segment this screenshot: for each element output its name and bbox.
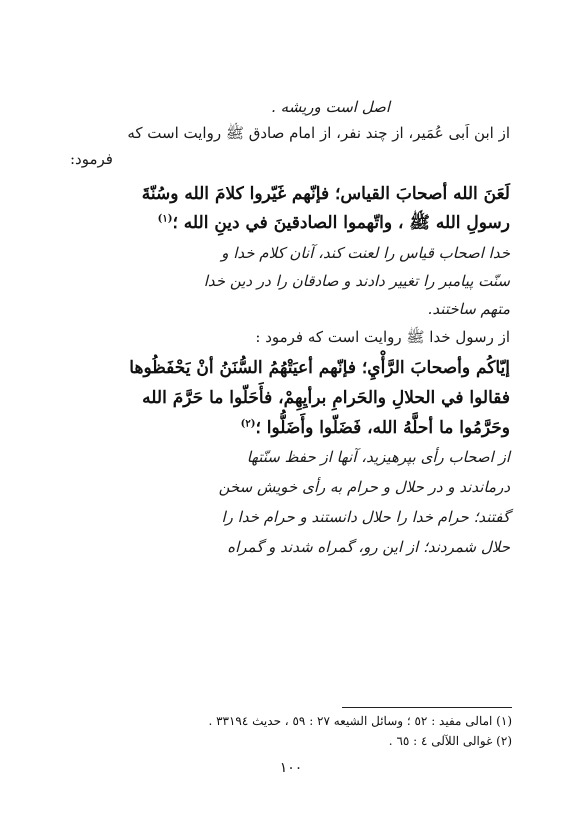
- text-line: فرمود:: [70, 150, 113, 168]
- footnote: (٢) غوالی اللآلی ٤ : ٦٥ .: [388, 734, 512, 748]
- arabic-text: رسولِ الله ﷺ ، واتّهموا الصادقينَ في دينِ الله ؛: [172, 213, 510, 233]
- translation-line: درماندند و در حلال و حرام به رأی خویش سخن: [218, 478, 510, 496]
- footnote: (١) امالی مفید : ٥٢ ؛ وسائل الشیعه ٢٧ : ٥٩ ، حدیث ٣٣١٩٤ .: [208, 714, 512, 728]
- translation-line: متهم ساختند.: [427, 300, 510, 318]
- arabic-line: إيّاكُم وأصحابَ الرَّأْيِ؛ فإنّهم أعيَتْهُمُ السُّنَنُ أنْ يَحْفَظُوها: [129, 358, 510, 378]
- arabic-line: لَعَنَ الله أصحابَ القياس؛ فإنّهم غَيّروا كلامَ الله وسُنّةَ: [141, 184, 510, 204]
- text-line: اصل است وریشه .: [271, 98, 390, 116]
- footnote-divider: [342, 707, 512, 708]
- translation-line: حلال شمردند؛ از این رو، گمراه شدند و گمراه: [227, 538, 510, 556]
- arabic-text: وحَرَّمُوا ما أحلَّهُ الله، فَضَلّوا وأَضَلُّوا ؛: [255, 418, 510, 438]
- translation-line: از اصحاب رأی بپرهیزید، آنها از حفظ سنّتها: [246, 448, 510, 466]
- translation-line: خدا اصحاب قیاس را لعنت کند، آنان کلام خدا و: [221, 244, 510, 262]
- arabic-line: فقالوا في الحلالِ والحَرامِ برأيِهِمْ، فأَحَلّوا ما حَرَّمَ الله: [142, 388, 510, 408]
- text-line: از رسول خدا ﷺ روایت است که فرمود :: [255, 328, 510, 346]
- page-number: ١٠٠: [279, 760, 303, 776]
- translation-line: گفتند؛ حرام خدا را حلال دانستند و حرام خدا را: [221, 508, 510, 526]
- translation-line: سنّت پیامبر را تغییر دادند و صادقان را در دین خدا: [203, 272, 510, 290]
- footnote-ref: (١): [157, 213, 173, 225]
- arabic-line: [158, 212, 510, 237]
- arabic-line: [241, 418, 510, 438]
- text-line: از ابن اَبی عُمَیر، از چند نفر، از امام صادق ﷺ روایت است که: [127, 124, 510, 142]
- footnote-ref: (٢): [240, 418, 256, 430]
